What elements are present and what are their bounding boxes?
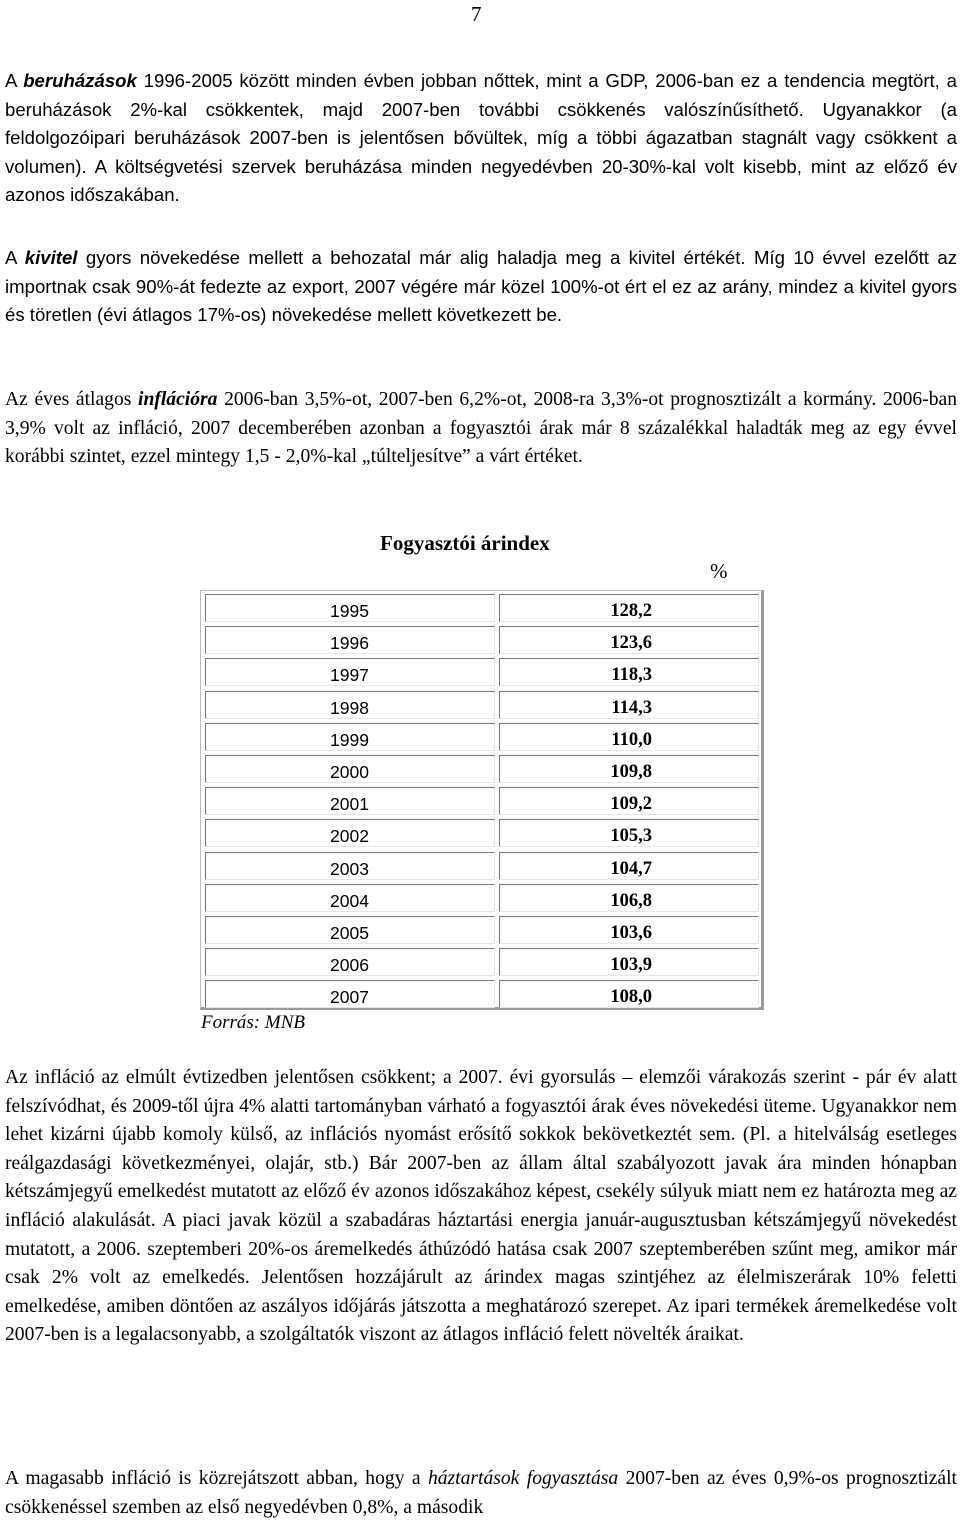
- text: A: [5, 247, 25, 268]
- table-row: [201, 884, 761, 912]
- year-cell: 1995: [205, 594, 495, 622]
- text: A: [5, 70, 24, 91]
- table-row: [201, 916, 761, 944]
- index-value-cell: 123,6: [499, 626, 759, 654]
- index-value-cell: 128,2: [499, 594, 759, 622]
- keyword-inflation: inflációra: [138, 389, 218, 410]
- page-number: 7: [471, 2, 482, 26]
- paragraph-investments: [5, 67, 957, 210]
- index-value-cell: 103,6: [499, 916, 759, 944]
- table-row: [201, 852, 761, 880]
- paragraph-inflation-analysis: Az infláció az elmúlt évtizedben jelentősen csökkent; a 2007. évi gyorsulás – elemzői várakozás szerint - pár év alatt felszívódhat, és 2009-től újra 4% alatti tartományban várható a fogyasztói árak éves növekedési üteme. Ugyanakkor nem lehet kizárni újabb komoly külső, az inflációs nyomást erősítő sokkok bekövetkeztét sem. (Pl. a hitelválság esetleges reálgazdasági következményei, olajár, stb.) Bár 2007-ben az állam által szabályozott javak ára minden hónapban kétszámjegyű emelkedést mutatott az előző év azonos időszakához képest, csekély súlyuk miatt nem ez határozta meg az infláció alakulását. A piaci javak közül a szabadáras háztartási energia január-augusztusban kétszámjegyű növekedést mutatott, a 2006. szeptemberi 20%-os áremelkedés áthúzódó hatása csak 2007 szeptemberében szűnt meg, amikor már csak 2% volt az emelkedés. Jelentősen hozzájárult az árindex magas szintjéhez az élelmiszerárak 10% feletti emelkedése, amiben döntően az aszályos időjárás játszotta a meghatározó szerepet. Az ipari termékek áremelkedése volt 2007-ben is a legalacsonyabb, a szolgáltatók viszont az átlagos infláció felett növelték áraikat.: [5, 1067, 957, 1346]
- index-value-cell: 108,0: [499, 980, 759, 1008]
- year-cell: 2006: [205, 948, 495, 976]
- text: Az éves átlagos: [5, 389, 138, 410]
- keyword-household-consumption: háztartások fogyasztása: [427, 1468, 619, 1489]
- year-cell: 2007: [205, 980, 495, 1008]
- year-cell: 1997: [205, 658, 495, 686]
- table-row: [201, 594, 761, 622]
- table-row: [201, 658, 761, 686]
- table-row: [201, 948, 761, 976]
- index-value-cell: 105,3: [499, 819, 759, 847]
- index-value-cell: 106,8: [499, 884, 759, 912]
- paragraph-inflation: [5, 386, 957, 472]
- text: A magasabb infláció is közrejátszott abban, hogy a: [5, 1468, 428, 1489]
- index-value-cell: 103,9: [499, 948, 759, 976]
- text: 1996-2005 között minden évben jobban nőttek, mint a GDP, 2006-ban ez a tendencia megtört, a beruházások 2%-kal csökkentek, majd 2007-ben további csökkenés valószínűsíthető. Ugyanakkor (a feldolgozóipari beruházások 2007-ben is jelentősen bővültek, míg a többi ágazatban stagnált vagy csökkent a volumen). A költségvetési szervek beruházása minden negyedévben 20-30%-kal volt kisebb, mint az előző év azonos időszakában.: [5, 70, 957, 206]
- year-cell: 2005: [205, 916, 495, 944]
- text: gyors növekedése mellett a behozatal már alig haladja meg a kivitel értékét. Míg 10 évvel ezelőtt az importnak csak 90%-át fedezte az export, 2007 végére már közel 100%-ot ért el ez az arány, mindez a kivitel gyors és töretlen (évi átlagos 17%-os) növekedése mellett következett be.: [5, 247, 957, 326]
- year-cell: 1998: [205, 691, 495, 719]
- paragraph-household-consumption: [5, 1465, 957, 1522]
- year-cell: 1996: [205, 626, 495, 654]
- table-source: Forrás: MNB: [201, 1012, 305, 1033]
- index-value-cell: 104,7: [499, 852, 759, 880]
- year-cell: 2001: [205, 787, 495, 815]
- index-value-cell: 118,3: [499, 658, 759, 686]
- index-value-cell: 109,8: [499, 755, 759, 783]
- year-cell: 2002: [205, 819, 495, 847]
- table-title: Fogyasztói árindex: [380, 531, 550, 555]
- table-row: [201, 980, 761, 1008]
- keyword-exports: kivitel: [24, 247, 78, 268]
- text: 2006-ban 3,5%-ot, 2007-ben 6,2%-ot, 2008-ra 3,3%-ot prognosztizált a kormány. 2006-ban 3,9% volt az infláció, 2007 decemberében azonban a fogyasztói árak már 8 százalékkal haladták meg az egy évvel korábbi szintet, ezzel mintegy 1,5 - 2,0%-kal „túlteljesítve” a várt értéket.: [5, 389, 958, 468]
- table-row: [201, 819, 761, 847]
- year-cell: 2004: [205, 884, 495, 912]
- index-value-cell: 110,0: [499, 723, 759, 751]
- text: 2007-ben az éves 0,9%-os prognosztizált csökkenéssel szemben az első negyedévben 0,8%, a második: [5, 1468, 958, 1518]
- index-value-cell: 109,2: [499, 787, 759, 815]
- table-row: [201, 755, 761, 783]
- table-row: [201, 691, 761, 719]
- table-unit: %: [710, 559, 728, 583]
- table-row: [201, 787, 761, 815]
- year-cell: 1999: [205, 723, 495, 751]
- keyword-investments: beruházások: [23, 70, 137, 91]
- table-row: [201, 626, 761, 654]
- year-cell: 2000: [205, 755, 495, 783]
- year-cell: 2003: [205, 852, 495, 880]
- price-index-table: [200, 590, 764, 1010]
- index-value-cell: 114,3: [499, 691, 759, 719]
- paragraph-exports: [5, 244, 957, 330]
- table-row: [201, 723, 761, 751]
